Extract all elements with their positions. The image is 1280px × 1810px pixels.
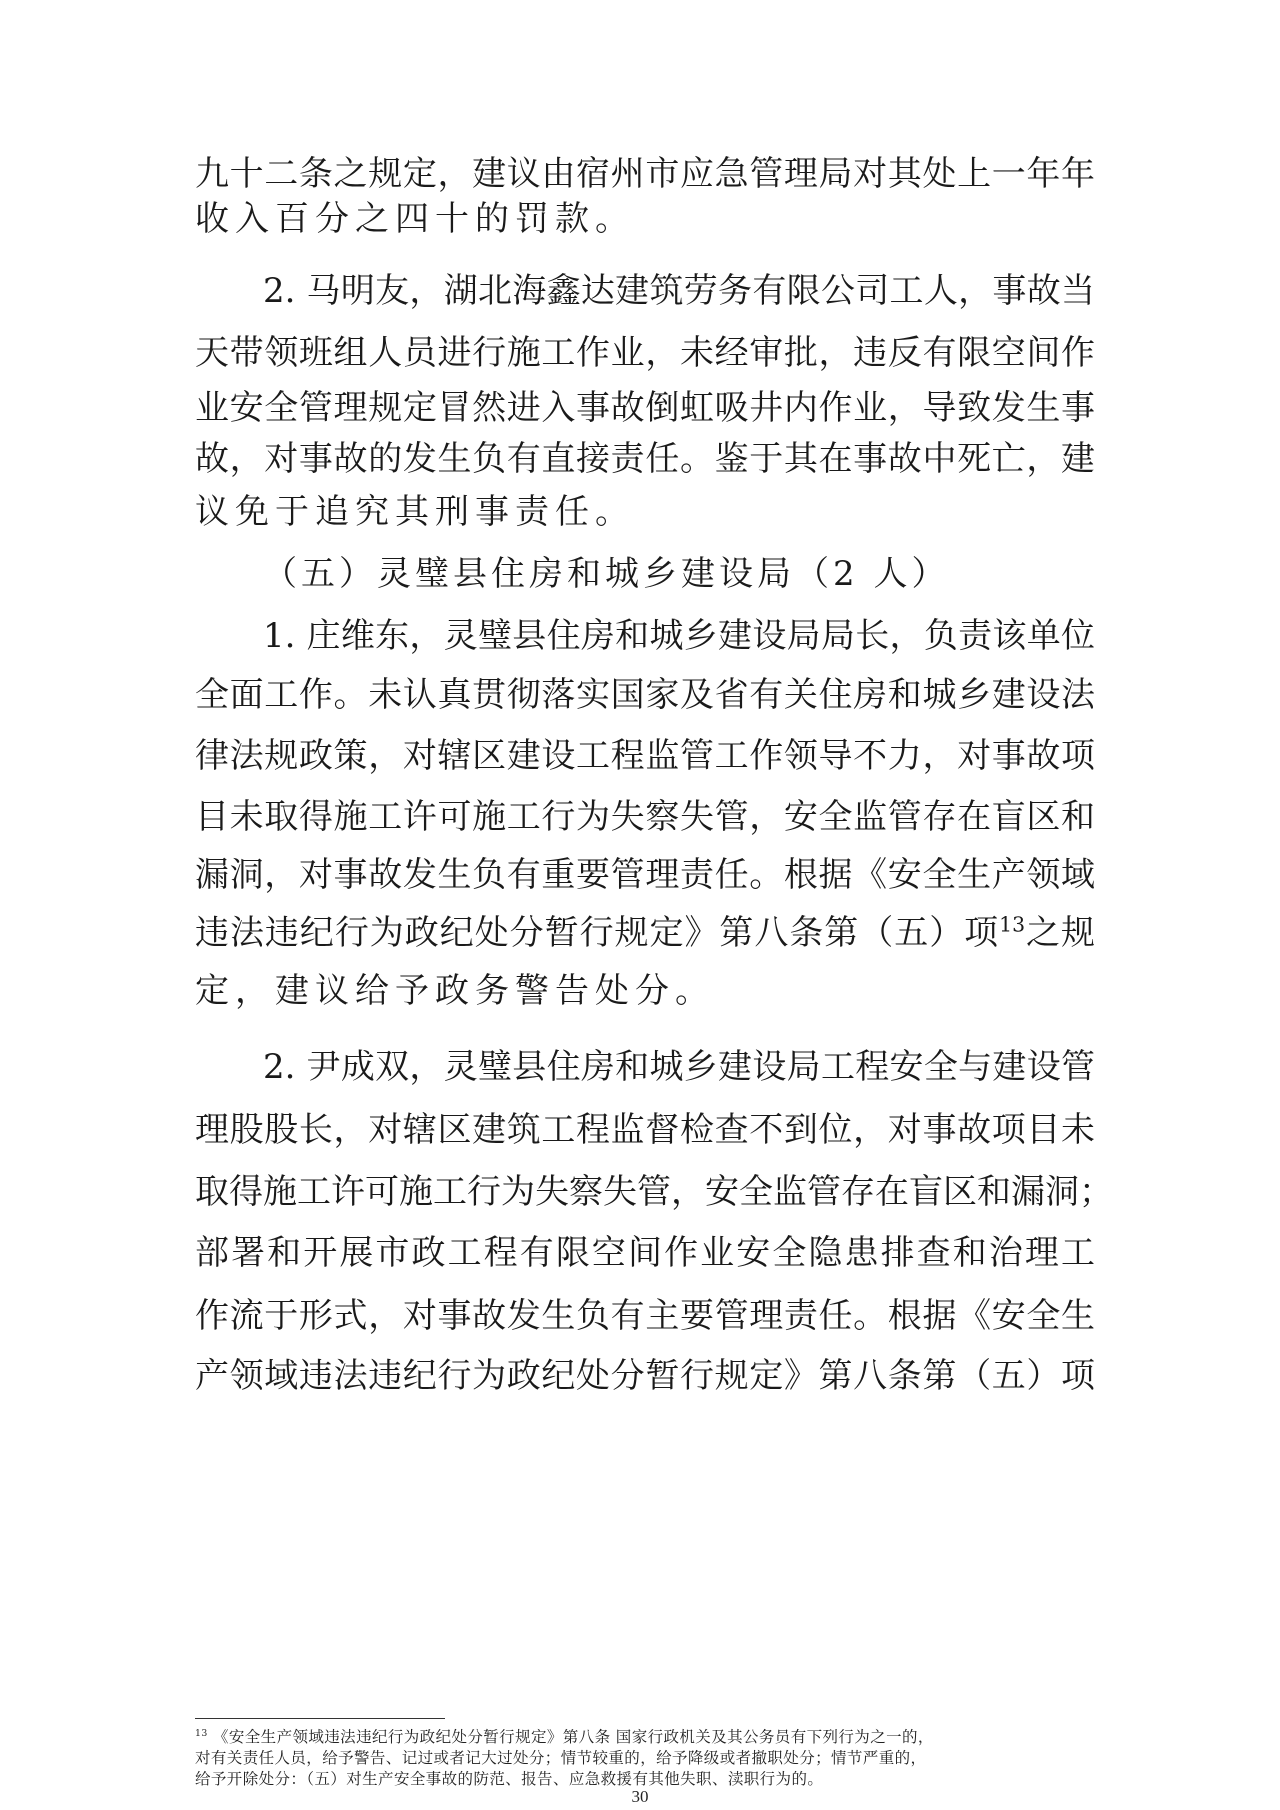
body-line: 2. 尹成双，灵璧县住房和城乡建设局工程安全与建设管 [263,1047,1095,1087]
body-line-tail: 之规 [1025,913,1096,953]
footnote-line: 对有关责任人员，给予警告、记过或者记大过处分；情节较重的，给予降级或者撤职处分；情节严重的， [195,1749,927,1767]
body-line: 九十二条之规定，建议由宿州市应急管理局对其处上一年年 [195,154,1095,194]
body-line: 全面工作。未认真贯彻落实国家及省有关住房和城乡建设法 [195,675,1095,715]
body-line: 取得施工许可施工行为失察失管，安全监管存在盲区和漏洞； [195,1172,1113,1212]
body-line: 议免于追究其刑事责任。 [195,492,635,532]
section-heading: （五）灵璧县住房和城乡建设局（2 人） [263,554,950,594]
body-line: 部署和开展市政工程有限空间作业安全隐患排查和治理工 [195,1233,1095,1273]
body-line: 目未取得施工许可施工行为失察失管，安全监管存在盲区和 [195,797,1095,837]
body-line: 理股股长，对辖区建筑工程监督检查不到位，对事故项目未 [195,1110,1095,1150]
body-line: 1. 庄维东，灵璧县住房和城乡建设局局长，负责该单位 [263,616,1095,656]
footnote-reference[interactable]: 13 [999,912,1026,937]
body-line-text: 违法违纪行为政纪处分暂行规定》第八条第（五）项 [195,913,1000,953]
body-line: 2. 马明友，湖北海鑫达建筑劳务有限公司工人，事故当 [263,271,1095,311]
body-line: 收入百分之四十的罚款。 [195,199,635,239]
footnote-divider [195,1718,445,1719]
body-line: 天带领班组人员进行施工作业，未经审批，违反有限空间作 [195,333,1095,373]
body-line: 产领域违法违纪行为政纪处分暂行规定》第八条第（五）项 [195,1356,1095,1396]
body-line: 律法规政策，对辖区建设工程监管工作领导不力，对事故项 [195,736,1095,776]
footnote-number: 13 [195,1727,208,1739]
body-line [195,910,1095,956]
page-number: 30 [631,1787,649,1806]
body-line: 漏洞，对事故发生负有重要管理责任。根据《安全生产领域 [195,855,1095,895]
footnote-line [195,1727,1095,1748]
body-line: 业安全管理规定冒然进入事故倒虹吸井内作业，导致发生事 [195,388,1095,428]
body-line: 定，建议给予政务警告处分。 [195,971,715,1011]
body-line: 故，对事故的发生负有直接责任。鉴于其在事故中死亡，建 [195,439,1095,479]
footnote-text: 《安全生产领域违法违纪行为政纪处分暂行规定》第八条 国家行政机关及其公务员有下列行为之一的， [212,1728,934,1746]
body-line: 作流于形式，对事故发生负有主要管理责任。根据《安全生 [195,1296,1095,1336]
footnote-line: 给予开除处分：（五）对生产安全事故的防范、报告、应急救援有其他失职、渎职行为的。 [195,1770,824,1788]
